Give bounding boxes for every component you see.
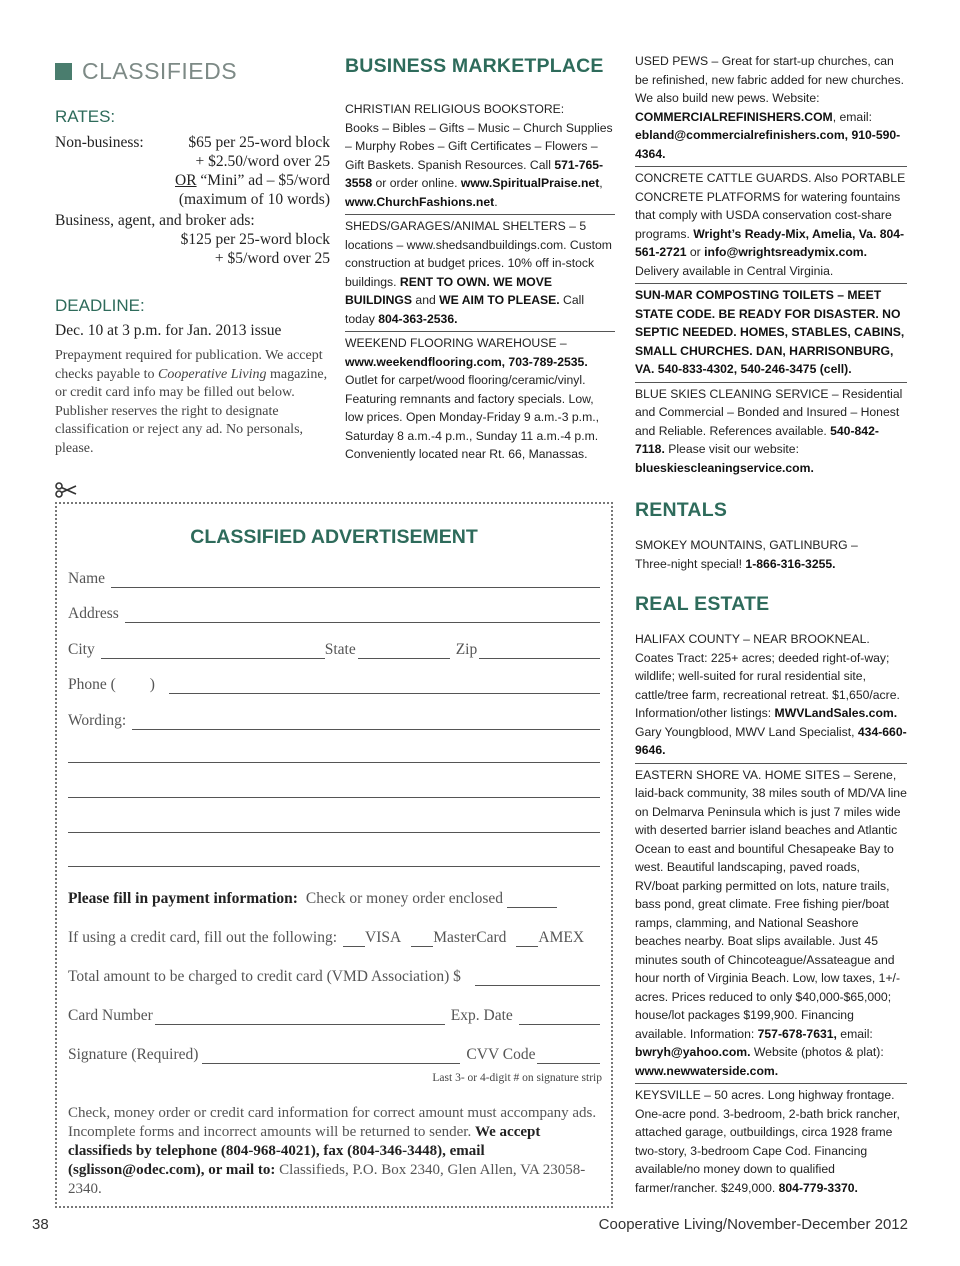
ad-sun-mar (635, 286, 907, 379)
ad-text: – Serene, laid-back community, 38 miles south of MD/VA line on Delmarva Peninsula which is just 7 miles wide with deserted barrier island beaches and Atlantic Ocean to east and bountiful Chesapeake Bay to west. Beautiful landscaping, paved roads, RV/boat parking permitted on lots, nature trails, bass pond, great climate. Free fishing pier/boat ramps, clamming, and National Seashore beaches nearby. Boat slips available. Just 45 minutes south of Chincoteague/Assateague and hour north of Virginia Beach. Low, low taxes, 1+/- acres. Prices reduced to only $40,000-$65,000; house/lot packages $199,900. Financing available. Information: (635, 767, 907, 1041)
prepay-part-1: Prepayment required for publication. We accept checks payable to (55, 348, 323, 382)
ad-email: info@wrightsreadymix.com. (704, 245, 868, 259)
ad-text: Website (photos & plat): (750, 1045, 884, 1059)
credit-card-row (68, 929, 600, 947)
cvv-label: CVV Code (466, 1046, 536, 1063)
ad-phone: 540-842-7118. (635, 423, 879, 456)
card-number-field[interactable] (155, 1012, 445, 1025)
ad-website: MWVLandSales.com. (774, 706, 898, 720)
ad-website: www.weekendflooring.com, 703-789-2535. (345, 354, 588, 369)
business-rate-2: + $5/word over 25 (214, 250, 330, 267)
instructions-text: Check, money order or credit card information for correct amount must accompany ads. Incomplete forms and incorrect amounts will be returned to sender. (68, 1105, 597, 1140)
business-label: Business, agent, and broker ads: (55, 212, 255, 229)
phone-close-paren: ) (149, 676, 155, 693)
cvv-field[interactable] (537, 1051, 600, 1064)
amex-checkbox[interactable] (516, 934, 538, 947)
ad-bold: COMMERCIALREFINISHERS.COM (635, 109, 833, 124)
wording-line[interactable] (68, 866, 600, 867)
ad-title: BLUE SKIES CLEANING SERVICE (635, 386, 829, 401)
mini-ad-rate: “Mini” ad – $5/word (200, 172, 330, 189)
ad-title: CONCRETE CATTLE GUARDS. (635, 171, 812, 185)
nonbusiness-rate-4: (maximum of 10 words) (178, 191, 330, 208)
check-option-label: Check or money order enclosed (305, 890, 504, 907)
wording-label: Wording: (68, 712, 127, 729)
amex-label: AMEX (538, 929, 585, 946)
ad-text: email: (836, 1026, 873, 1041)
ad-text: Coates Tract: 225+ acres; deeded right-of-way; wildlife; well-suited for rural residential site, cattle/tree farm, recreational retreat. $1,650/acre. Information/other listings: (635, 650, 900, 720)
ad-website: www.SpiritualPraise.net (460, 176, 600, 190)
cvv-note: Last 3- or 4-digit # on signature strip (432, 1072, 602, 1084)
ad-title: SHEDS/GARAGES/ANIMAL SHELTERS (345, 219, 566, 233)
divider (635, 283, 907, 284)
business-marketplace-column (345, 55, 615, 464)
right-column (635, 55, 907, 1197)
nonbusiness-rate-2: + $2.50/word over 25 (195, 153, 330, 170)
ad-title: HALIFAX COUNTY – NEAR BROOKNEAL. (635, 632, 870, 646)
card-number-label: Card Number (68, 1007, 153, 1024)
ad-text: – Great for start-up churches, can be refinished, new fabric added for new churches. We also build new pews. Website: (635, 54, 904, 105)
divider (635, 382, 907, 383)
page-number: 38 (32, 1216, 49, 1233)
total-label: Total amount to be charged to credit card (VMD Association) $ (68, 968, 461, 985)
ad-text: – 50 acres. Long highway frontage. One-acre pond. 3-bedroom, 2-bath brick rancher, attached garage, outbuildings, circa 1928 frame two-story, 3-bedroom Cape Cod. Financing available/no money down to qualified farmer/rancher. $249,000. (635, 1088, 900, 1195)
divider (635, 166, 907, 167)
ad-text: – Residential and Commercial – Bonded and Insured – Honest and Reliable. References available. (635, 386, 903, 438)
ad-email: bwryh@yahoo.com. (635, 1045, 751, 1059)
ad-text: . (494, 194, 498, 209)
zip-field[interactable] (479, 646, 600, 659)
ad-title: KEYSVILLE (635, 1088, 701, 1102)
ad-text: or (686, 245, 705, 259)
wording-row (68, 712, 600, 730)
check-field[interactable] (507, 895, 557, 908)
exp-date-field[interactable] (519, 1012, 600, 1025)
classified-ad-form (55, 502, 613, 1208)
ad-phone: 804-779-3370. (778, 1180, 858, 1195)
credit-card-label: If using a credit card, fill out the following: (68, 929, 338, 946)
visa-label: VISA (365, 929, 402, 946)
ad-text: – (556, 336, 567, 350)
name-label: Name (68, 570, 106, 587)
ad-halifax-county (635, 630, 907, 760)
ad-title: EASTERN SHORE VA. HOME SITES (635, 767, 840, 782)
card-number-row (68, 1007, 600, 1025)
classifieds-heading (55, 58, 330, 85)
state-field[interactable] (358, 646, 450, 659)
mastercard-label: MasterCard (433, 929, 507, 946)
ad-eastern-shore (635, 766, 907, 1081)
ad-bold: RENT TO OWN. WE MOVE BUILDINGS (345, 274, 553, 307)
ad-title: SMOKEY MOUNTAINS, GATLINBURG – (635, 538, 858, 552)
city-label: City (68, 641, 95, 658)
deadline-text: Dec. 10 at 3 p.m. for Jan. 2013 issue (55, 322, 282, 339)
ad-used-pews (635, 52, 907, 163)
address-row (68, 605, 600, 623)
wording-line[interactable] (68, 762, 600, 763)
magazine-name: Cooperative Living (158, 366, 267, 382)
city-field[interactable] (101, 646, 325, 659)
signature-label: Signature (Required) (68, 1046, 199, 1063)
ad-website: blueskiescleaningservice.com. (635, 460, 814, 475)
ad-text: , (599, 176, 603, 190)
ad-text: Outlet for carpet/wood flooring/ceramic/vinyl. Featuring remnants and factory specials. Low, low prices. Open Monday-Friday 9 a.m.-3 p.m., Saturday 8 a.m.-4 p.m., Sunday 11 a.m.-4 p.m. Conveniently located near Rt. 66, Manassas. (345, 373, 599, 461)
state-label: State (324, 641, 356, 658)
wording-line[interactable] (68, 797, 600, 798)
ad-text: Three-night special! (635, 556, 746, 571)
square-bullet-icon (55, 63, 72, 80)
nonbusiness-rate-1: $65 per 25-word block (188, 134, 330, 151)
ad-sheds (345, 217, 615, 328)
ad-text: Delivery available in Central Virginia. (635, 263, 834, 278)
mailing-address: Classifieds, P.O. Box 2340, Glen Allen, VA 23058-2340. (68, 1162, 586, 1197)
real-estate-heading: REAL ESTATE (635, 593, 770, 615)
ad-text: SUN-MAR COMPOSTING TOILETS – MEET STATE CODE. BE READY FOR DISASTER. NO SEPTIC NEEDED. HOMES, STABLES, CABINS, SMALL CHURCHES. DAN, HARRISONBURG, VA. 540-833-4302, 540-246-3475 (cell). (635, 288, 905, 376)
ad-phone: 804-363-2536. (378, 311, 458, 326)
divider (635, 1083, 907, 1084)
ad-text: Please visit our website: (664, 442, 799, 456)
deadline-heading: DEADLINE: (55, 296, 145, 315)
rentals-heading: RENTALS (635, 499, 728, 521)
visa-checkbox[interactable] (343, 934, 365, 947)
contact-info: We accept classifieds by telephone (804-968-4021), fax (804-346-3448), email (sglisson@odec.com), or mail to: (68, 1124, 541, 1178)
ad-weekend-flooring (345, 334, 615, 464)
total-row (68, 968, 600, 986)
ad-bold: WE AIM TO PLEASE. (439, 293, 560, 307)
ad-text: Call today (345, 293, 585, 326)
ad-website: www.newwaterside.com. (635, 1063, 779, 1078)
rates-heading: RATES: (55, 107, 116, 126)
ad-text: Also PORTABLE CONCRETE PLATFORMS for watering fountains that comply with USDA conservation cost-share programs. (635, 171, 906, 241)
ad-title: WEEKEND FLOORING WAREHOUSE (345, 336, 557, 350)
zip-label: Zip (455, 641, 478, 658)
ad-title: USED PEWS (635, 54, 709, 68)
ad-smokey-mountains (635, 536, 907, 573)
ad-phone: 571-765-3558 (345, 157, 604, 190)
ad-text: – 5 locations – www.shedsandbuildings.com. Custom construction at budget prices. 10% off in-stock buildings. (345, 219, 612, 289)
scissors-icon (55, 482, 77, 503)
name-field[interactable] (111, 575, 600, 588)
city-row (68, 641, 600, 659)
publication-info: Cooperative Living/November-December 2012 (598, 1216, 908, 1233)
ad-title: CHRISTIAN RELIGIOUS BOOKSTORE: (345, 102, 565, 116)
ad-bold: Wright’s Ready-Mix, Amelia, Va. 804-561-2721 (635, 226, 905, 259)
phone-field[interactable] (169, 681, 600, 694)
exp-date-label: Exp. Date (450, 1007, 513, 1024)
ad-phone: 1-866-316-3255. (745, 556, 836, 571)
signature-field[interactable] (202, 1051, 460, 1064)
address-field[interactable] (125, 610, 600, 623)
wording-line[interactable] (68, 832, 600, 833)
ad-text: Books – Bibles – Gifts – Music – Church Supplies – Murphy Robes – Gift Certificates – Flowers – Gift Baskets. Spanish Resources. Call (345, 120, 613, 172)
wording-field[interactable] (132, 717, 600, 730)
ad-cattle-guards (635, 169, 907, 280)
ad-email: ebland@commercialrefinishers.com, 910-590-4364. (635, 128, 901, 161)
phone-label: Phone ( (68, 676, 116, 693)
ad-text: Gary Youngblood, MWV Land Specialist, (635, 724, 858, 739)
phone-row (68, 676, 600, 694)
ad-phone: 757-678-7631, (757, 1026, 837, 1041)
ad-text: and (412, 293, 440, 307)
classifieds-heading-text: CLASSIFIEDS (82, 58, 238, 84)
ad-website: www.ChurchFashions.net (345, 194, 495, 209)
prepay-part-2: magazine, or credit card info may be filled out below. Publisher reserves the right to designate classification or reject any ad. No personals, please. (55, 366, 328, 456)
rates-table (55, 133, 330, 268)
signature-row (68, 1046, 600, 1064)
payment-heading: Please fill in payment information: (68, 890, 298, 907)
ad-text: , email: (832, 109, 873, 124)
address-label: Address (68, 605, 119, 622)
classifieds-column (55, 55, 330, 458)
prepayment-text (55, 347, 330, 458)
ad-christian-bookstore (345, 100, 615, 211)
business-rate-1: $125 per 25-word block (180, 231, 330, 248)
ad-phone: 434-660-9646. (635, 724, 907, 757)
ad-keysville (635, 1086, 907, 1197)
divider (345, 331, 615, 332)
nonbusiness-label: Non-business: (55, 134, 144, 151)
payment-row (68, 890, 600, 908)
or-word: OR (175, 172, 197, 189)
total-amount-field[interactable] (475, 973, 600, 986)
divider (635, 763, 907, 764)
ad-text: or order online. (372, 176, 461, 190)
form-title: CLASSIFIED ADVERTISEMENT (190, 526, 478, 548)
divider (345, 214, 615, 215)
nonbusiness-rate-3 (55, 171, 330, 190)
name-row (68, 570, 600, 588)
ad-blue-skies (635, 385, 907, 478)
form-instructions (68, 1104, 600, 1199)
business-marketplace-heading: BUSINESS MARKETPLACE (345, 55, 604, 77)
mastercard-checkbox[interactable] (411, 934, 433, 947)
